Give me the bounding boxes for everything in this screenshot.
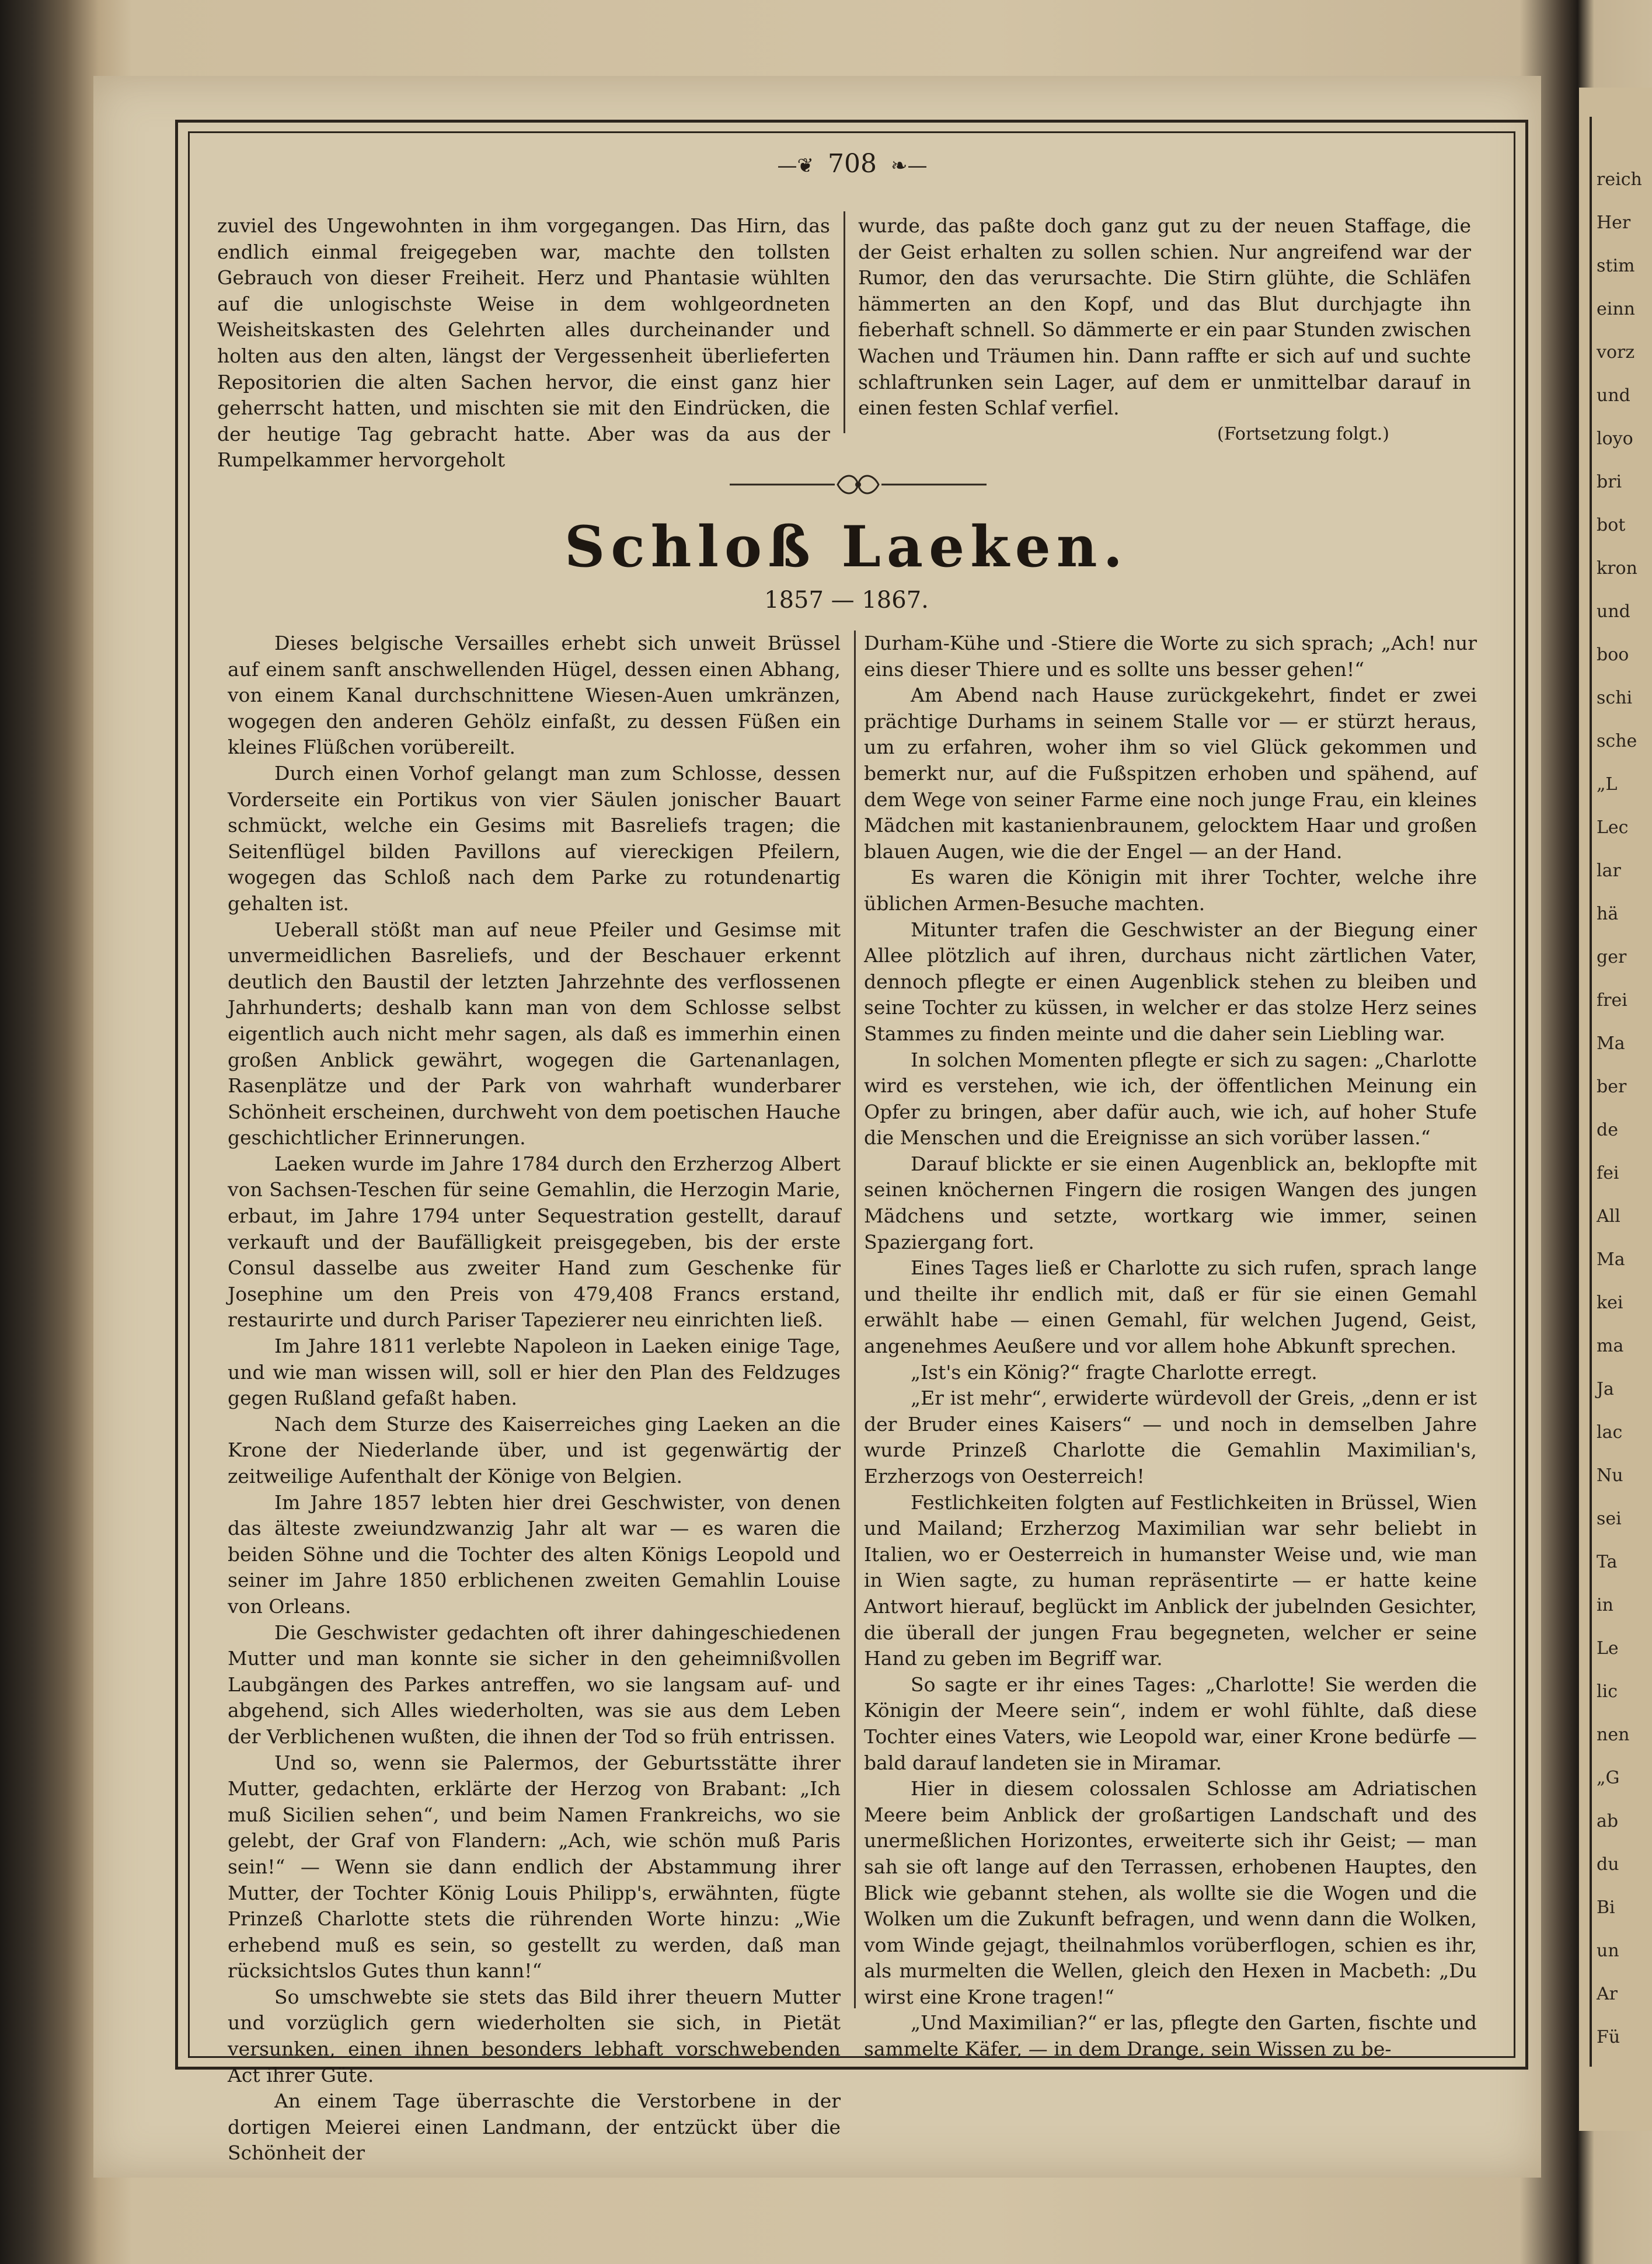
article-left-column	[228, 631, 841, 2165]
paragraph: Ueberall stößt man auf neue Pfeiler und Gesimse mit unvermeidlichen Basreliefs, und der Beschauer erkennt deutlich den Baustil der letzten Jahrzehnte des verflossenen Jahrhunderts; deshalb kann man von dem Schlosse selbst eigentlich auch nicht mehr sagen, als daß es immerhin einen großen Anblick gewährt, wogegen die Gartenanlagen, Rasenplätze und der Park von wahrhaft wunderbarer Schönheit erscheinen, durchweht von dem poetischen Hauche geschichtlicher Erinnerungen.	[228, 918, 841, 1150]
paragraph: Darauf blickte er sie einen Augenblick an, beklopfte mit seinen knöchernen Fingern die rosigen Wangen des jungen Mädchens und setzte, wortkarg wie immer, seinen Spaziergang fort.	[864, 1152, 1477, 1253]
paragraph: Im Jahre 1811 verlebte Napoleon in Laeken einige Tage, und wie man wissen will, soll er hier den Plan des Feldzuges gegen Rußland gefaßt haben.	[228, 1335, 841, 1410]
paragraph: Festlichkeiten folgten auf Festlichkeiten in Brüssel, Wien und Mailand; Erzherzog Maximilian war sehr beliebt in Italien, wo er Oesterreich in humanster Weise und, wie man in Wien sagte, zu human repräsentirte — er hatte keine Antwort hierauf, beglückt im Anblick der jubelnden Gesichter, die überall der jungen Frau begegneten, welcher er seine Hand zu geben im Begriff war.	[864, 1490, 1477, 1670]
next-page-fragment: fei	[1597, 1163, 1619, 1183]
next-page-fragment: ger	[1597, 947, 1627, 967]
next-page-fragment: sche	[1597, 731, 1637, 751]
next-page-fragment: lac	[1597, 1422, 1623, 1443]
next-page-fragment: hä	[1597, 904, 1619, 924]
paragraph: Am Abend nach Hause zurückgekehrt, findet er zwei prächtige Durhams in seinem Stalle vor — er stürzt heraus, um zu erfahren, woher ihm so viel Glück gekommen und bemerkt nur, auf die Fußspitzen erhoben und spähend, auf dem Wege von seiner Farme eine noch junge Frau, ein kleines Mädchen mit kastanienbraunem, gelocktem Haar und großen blauen Augen, wie die der Engel — an der Hand.	[864, 684, 1477, 863]
next-page-fragment: nen	[1597, 1725, 1630, 1745]
next-page-fragment: Her	[1597, 213, 1631, 233]
paragraph: Die Geschwister gedachten oft ihrer dahingeschiedenen Mutter und man konnte sie sicher in den geheimnißvollen Laubgängen des Parkes antreffen, wo sie langsam auf- und abgehend, sich Alles wiederholten, was sie aus dem Leben der Verblichenen wußten, die ihnen der Tod so früh entrissen.	[228, 1621, 841, 1748]
next-page-fragment: ma	[1597, 1336, 1624, 1356]
next-page-fragment: schi	[1597, 688, 1633, 708]
page-number-line	[730, 149, 975, 196]
next-page-fragment: sei	[1597, 1509, 1622, 1529]
next-page-fragment: „G	[1597, 1768, 1620, 1788]
ornament-left: —❦	[777, 154, 814, 177]
next-page-fragment: Le	[1597, 1638, 1619, 1659]
next-page-fragment: boo	[1597, 645, 1629, 665]
continued-note: (Fortsetzung folgt.)	[1217, 423, 1389, 444]
next-page-fragment: Ar	[1597, 1984, 1618, 2004]
paragraph: Mitunter trafen die Geschwister an der Biegung einer Allee plötzlich auf ihren, durchaus nicht zärtlichen Vater, dennoch pflegte er einen Augenblick stehen zu bleiben und seine Tochter zu küssen, in welcher er das stolze Herz seines Stammes zu finden meinte und die daher sein Liebling war.	[864, 918, 1477, 1045]
next-page-fragment: loyo	[1597, 429, 1633, 449]
paragraph: Und so, wenn sie Palermos, der Geburtsstätte ihrer Mutter, gedachten, erklärte der Herzog von Brabant: „Ich muß Sicilien sehen“, und beim Namen Frankreichs, wo sie gelebt, der Graf von Flandern: „Ach, wie schön muß Paris sein!“ — Wenn sie dann endlich der Abstammung ihrer Mutter, der Tochter König Louis Philipp's, erwähnten, fügte Prinzeß Charlotte stets die rührenden Worte hinzu: „Wie erhebend muß es sein, so gestellt zu werden, daß man rücksichtslos Gutes thun kann!“	[228, 1751, 841, 1983]
next-page-fragment: All	[1597, 1206, 1620, 1227]
next-page-fragment: Ja	[1597, 1379, 1614, 1399]
ornament-right: ❧—	[890, 154, 928, 177]
next-page-fragment: Fü	[1597, 2027, 1620, 2047]
paragraph: So umschwebte sie stets das Bild ihrer theuern Mutter und vorzüglich gern wiederholten sie sich, in Pietät versunken, einen ihnen besonders lebhaft vorschwebenden Act ihrer Güte.	[228, 1985, 841, 2087]
next-page-frame	[1590, 117, 1592, 2067]
next-page-fragment: kron	[1597, 558, 1637, 579]
next-page-fragment: reich	[1597, 169, 1642, 190]
paragraph: Durham-Kühe und -Stiere die Worte zu sich sprach; „Ach! nur eins dieser Thiere und es sollte uns besser gehen!“	[864, 632, 1477, 681]
column-rule-top	[844, 211, 845, 433]
next-page-fragment: bri	[1597, 472, 1622, 492]
next-page-fragment: Bi	[1597, 1897, 1615, 1918]
paragraph: Eines Tages ließ er Charlotte zu sich rufen, sprach lange und theilte ihr endlich mit, daß er für sie einen Gemahl erwählt habe — einen Gemahl, für welchen Jugend, Geist, angenehmes Aeußere und vor allem hohe Abkunft sprechen.	[864, 1256, 1477, 1358]
paragraph: Hier in diesem colossalen Schlosse am Adriatischen Meere beim Anblick der großartigen Landschaft und des unermeßlichen Horizontes, erweiterte sich ihr Geist; — man sah sie oft lange auf den Terrassen, erhobenen Hauptes, den Blick wie gebannt stehen, als wollte sie die Wogen und die Wolken um die Zukunft befragen, und wenn dann die Wolken, vom Winde gejagt, theilnahmlos vorüberflogen, schien es ihr, als murmelten die Wellen, gleich den Hexen in Macbeth: „Du wirst eine Krone tragen!“	[864, 1777, 1477, 2008]
previous-article-left-text: zuviel des Ungewohnten in ihm vorgegangen. Das Hirn, das endlich einmal freigegeben war, machte den tollsten Gebrauch von dieser Freiheit. Herz und Phantasie wühlten auf die unlogischste Weise in dem wohlgeordneten Weisheitskasten des Gelehrten alles durcheinander und holten aus den alten, längst der Vergessenheit überlieferten Repositorien die alten Sachen hervor, die einst ganz hier geherrscht hatten, und mischten sie mit den Eindrücken, die der heutige Tag gebracht hatte. Aber was da aus der Rumpelkammer hervorgeholt	[217, 214, 830, 472]
paragraph: Es waren die Königin mit ihrer Tochter, welche ihre üblichen Armen-Besuche machten.	[864, 866, 1477, 915]
paragraph: So sagte er ihr eines Tages: „Charlotte! Sie werden die Königin der Meere sein“, indem er wohl fühlte, daß diese Tochter eines Vaters, wie Leopold war, einer Krone bedürfe — bald darauf landeten sie in Miramar.	[864, 1673, 1477, 1774]
next-page-fragment: Lec	[1597, 817, 1629, 838]
next-page-fragment: „L	[1597, 774, 1618, 795]
column-rule-main	[854, 631, 856, 2008]
next-page-fragment: frei	[1597, 990, 1627, 1011]
paragraph: Nach dem Sturze des Kaiserreiches ging Laeken an die Krone der Niederlande über, und ist gegenwärtig der zeitweilige Aufenthalt der Könige von Belgien.	[228, 1412, 841, 1488]
previous-article-right-text: wurde, das paßte doch ganz gut zu der neuen Staffage, die der Geist erhalten zu sollen schien. Nur angreifend war der Rumor, den das verursachte. Die Stirn glühte, die Schläfen hämmerten an den Kopf, und das Blut durchjagte ihn fieberhaft schnell. So dämmerte er ein paar Stunden zwischen Wachen und Träumen hin. Dann raffte er sich auf und suchte schlaftrunken sein Lager, auf dem er unmittelbar darauf in einen festen Schlaf verfiel.	[858, 214, 1471, 420]
paragraph: Laeken wurde im Jahre 1784 durch den Erzherzog Albert von Sachsen-Teschen für seine Gemahlin, die Herzogin Marie, erbaut, im Jahre 1794 unter Sequestration gestellt, darauf verkauft und der Baufälligkeit preisgegeben, bis der erste Consul dasselbe aus zweiter Hand zum Geschenke für Josephine um den Preis von 479,408 Francs erstand, restaurirte und durch Pariser Tapezierer neu einrichten ließ.	[228, 1152, 841, 1332]
next-page-fragment: Ma	[1597, 1249, 1625, 1270]
next-page-fragment: einn	[1597, 299, 1635, 319]
next-page-fragment: du	[1597, 1854, 1619, 1875]
next-page-fragment: vorz	[1597, 342, 1635, 363]
paragraph: In solchen Momenten pflegte er sich zu sagen: „Charlotte wird es verstehen, wie ich, der öffentlichen Meinung ein Opfer zu bringen, aber dafür auch, wie ich, auf hoher Stufe die Menschen und die Ereignisse an sich vorüber lassen.“	[864, 1048, 1477, 1150]
paragraph: „Und Maximilian?“ er las, pflegte den Garten, fischte und sammelte Käfer, — in dem Drange, sein Wissen zu be-	[864, 2011, 1477, 2061]
article-subtitle: 1857 — 1867.	[764, 587, 929, 614]
paragraph: Im Jahre 1857 lebten hier drei Geschwister, von denen das älteste zweiundzwanzig Jahr alt war — es waren die beiden Söhne und die Tochter des alten Königs Leopold und seiner im Jahre 1850 erblichenen zweiten Gemahlin Louise von Orleans.	[228, 1490, 841, 1618]
previous-article-right-column	[858, 213, 1471, 447]
paragraph: „Ist's ein König?“ fragte Charlotte erregt.	[911, 1360, 1318, 1384]
next-page-fragment: Ta	[1597, 1552, 1618, 1572]
next-page-fragment: bot	[1597, 515, 1626, 535]
next-page-fragment: in	[1597, 1595, 1613, 1615]
next-page-fragment: und	[1597, 601, 1630, 622]
ornamental-divider	[724, 467, 992, 502]
paragraph: Durch einen Vorhof gelangt man zum Schlosse, dessen Vorderseite ein Portikus von vier Säulen jonischer Bauart schmückt, welche ein Gesims mit Basreliefs tragen; die Seitenflügel bilden Pavillons auf viereckigen Pfeilern, wogegen das Schloß nach dem Parke zu rotundenartig gehalten ist.	[228, 761, 841, 915]
article-right-column	[864, 631, 1477, 2061]
next-page-fragment: ber	[1597, 1077, 1627, 1097]
next-page-fragment: und	[1597, 385, 1630, 406]
article-title: Schloß Laeken.	[564, 514, 1129, 580]
previous-article-left-column	[217, 213, 830, 472]
next-page-fragment: ab	[1597, 1811, 1619, 1831]
next-page-fragment: lar	[1597, 861, 1621, 881]
next-page-fragment: un	[1597, 1941, 1619, 1961]
next-page-edge	[1579, 88, 1652, 2131]
next-page-fragment: lic	[1597, 1681, 1618, 1702]
next-page-fragment: Nu	[1597, 1465, 1623, 1486]
next-page-fragment: stim	[1597, 256, 1635, 276]
paragraph: An einem Tage überraschte die Verstorbene in der dortigen Meierei einen Landmann, der entzückt über die Schönheit der	[228, 2089, 841, 2165]
next-page-fragment: Ma	[1597, 1033, 1625, 1054]
next-page-fragment: kei	[1597, 1293, 1623, 1313]
paragraph: „Er ist mehr“, erwiderte würdevoll der Greis, „denn er ist der Bruder eines Kaisers“ — und noch in demselben Jahre wurde Prinzeß Charlotte die Gemahlin Maximilian's, Erzherzogs von Oesterreich!	[864, 1387, 1477, 1488]
page-number: 708	[828, 149, 877, 179]
paragraph: Dieses belgische Versailles erhebt sich unweit Brüssel auf einem sanft anschwellenden Hügel, dessen einen Abhang, von einem Kanal durchschnittene Wiesen-Auen umkränzen, wogegen den anderen Gehölz einfaßt, zu dessen Füßen ein kleines Flüßchen vorübereilt.	[228, 632, 841, 759]
next-page-fragment: de	[1597, 1120, 1618, 1140]
